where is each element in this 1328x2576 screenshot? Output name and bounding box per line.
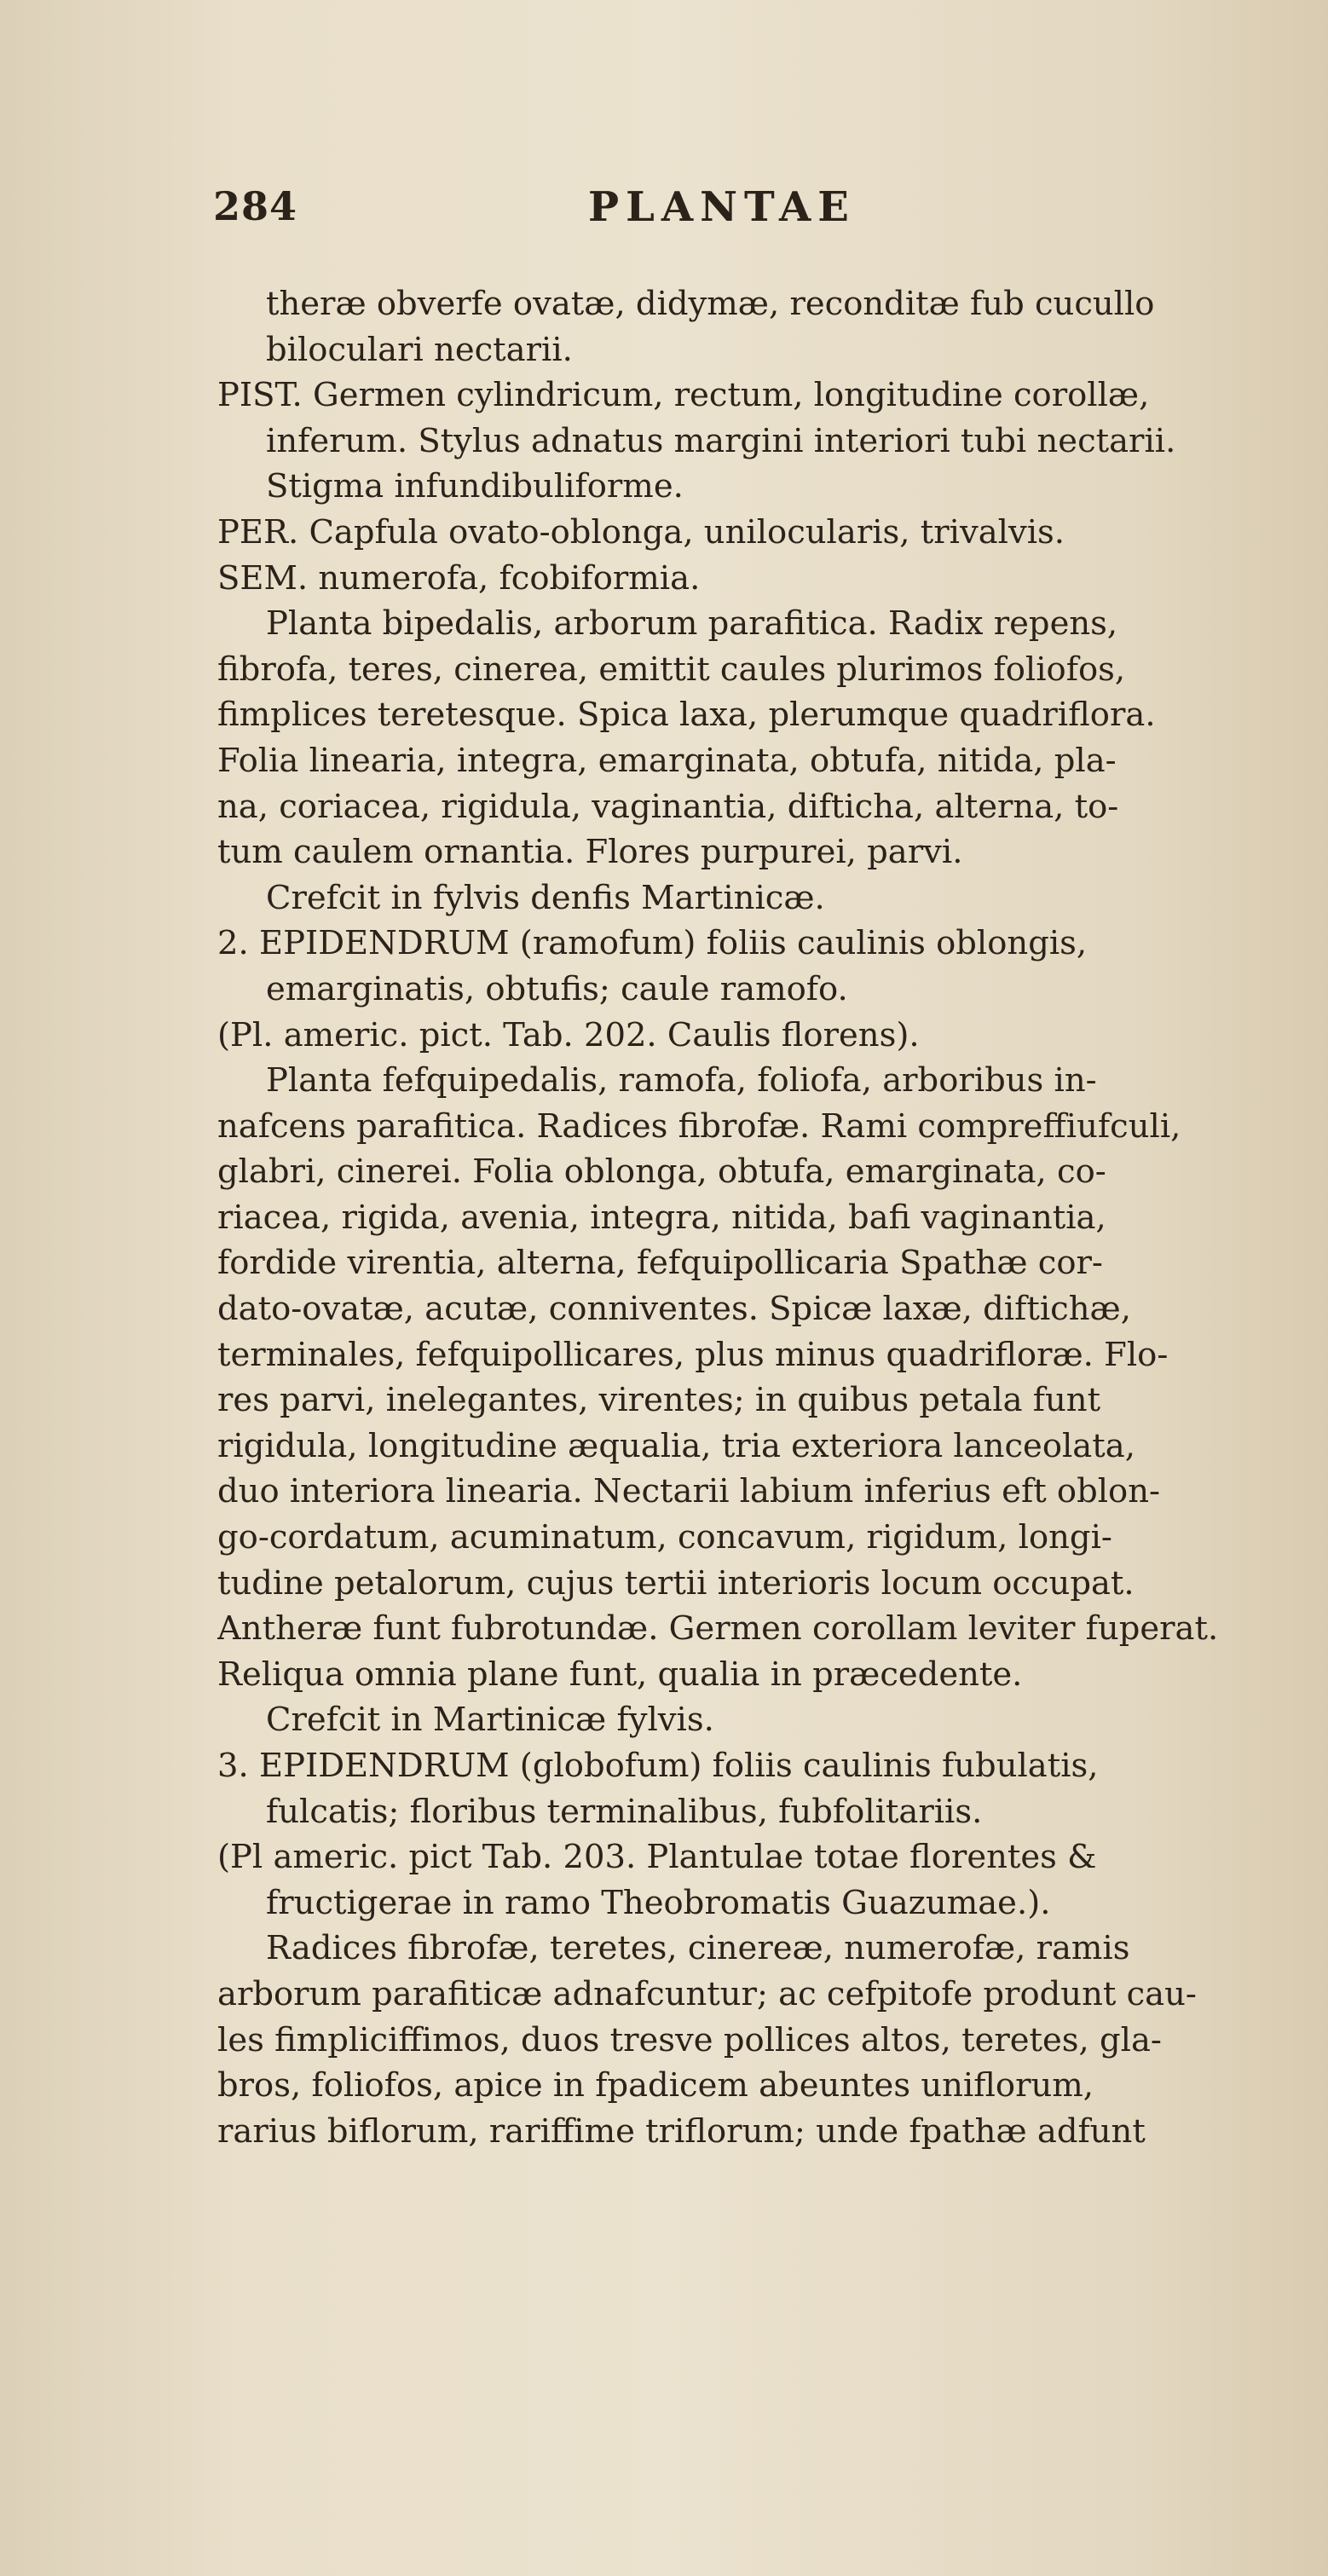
text-line: na, coriacea, rigidula, vaginantia, difticha, alterna, to- [217, 787, 1119, 826]
text-line: PER. Capfula ovato-oblonga, unilocularis, trivalvis. [217, 512, 1065, 552]
text-line: nafcens parafitica. Radices fibrofæ. Rami compreffiufculi, [217, 1106, 1181, 1146]
text-line: fructigerae in ramo Theobromatis Guazumae.). [266, 1883, 1051, 1922]
page-header [213, 183, 1279, 251]
text-line: (Pl americ. pict Tab. 203. Plantulae totae florentes & [217, 1838, 1097, 1877]
text-line: fordide virentia, alterna, fefquipollicaria Spathæ cor- [217, 1244, 1103, 1283]
text-line: arborum parafiticæ adnafcuntur; ac cefpitofe produnt cau- [217, 1974, 1197, 2013]
text-line: tudine petalorum, cujus tertii interioris locum occupat. [217, 1563, 1135, 1603]
page-number: 284 [213, 183, 298, 229]
text-line: dato-ovatæ, acutæ, conniventes. Spicæ laxæ, diftichæ, [217, 1290, 1131, 1329]
text-line: Antheræ funt fubrotundæ. Germen corollam leviter fuperat. [217, 1609, 1219, 1649]
body-text [217, 281, 1317, 2154]
text-line: les fimpliciffimos, duos tresve pollices altos, teretes, gla- [217, 2020, 1162, 2059]
text-line: Crefcit in Martinicæ fylvis. [266, 1701, 714, 1740]
text-line: biloculari nectarii. [266, 330, 573, 369]
text-line: duo interiora linearia. Nectarii labium inferius eft oblon- [217, 1472, 1161, 1511]
text-line: go-cordatum, acuminatum, concavum, rigidum, longi- [217, 1518, 1112, 1557]
text-line: riacea, rigida, avenia, integra, nitida, bafi vaginantia, [217, 1198, 1106, 1237]
text-line: PIST. Germen cylindricum, rectum, longitudine corollæ, [217, 376, 1150, 415]
text-line: Planta bipedalis, arborum parafitica. Radix repens, [266, 604, 1118, 644]
text-line: 3. EPIDENDRUM (globofum) foliis caulinis fubulatis, [217, 1747, 1099, 1785]
text-line: 2. EPIDENDRUM (ramofum) foliis caulinis oblongis, [217, 924, 1088, 963]
text-line: bros, foliofos, apice in fpadicem abeuntes uniflorum, [217, 2066, 1094, 2105]
text-line: Radices fibrofæ, teretes, cinereæ, numerofæ, ramis [266, 1929, 1130, 1968]
text-line: Reliqua omnia plane funt, qualia in præcedente. [217, 1655, 1023, 1694]
text-line: rigidula, longitudine æqualia, tria exteriora lanceolata, [217, 1426, 1135, 1465]
text-line: theræ obverfe ovatæ, didymæ, reconditæ fub cucullo [266, 285, 1155, 323]
text-line: Stigma infundibuliforme. [266, 467, 684, 506]
text-line: res parvi, inelegantes, virentes; in quibus petala funt [217, 1381, 1101, 1420]
text-line: terminales, fefquipollicares, plus minus quadrifloræ. Flo- [217, 1335, 1169, 1374]
text-line: rarius biflorum, rariffime triflorum; unde fpathæ adfunt [217, 2111, 1146, 2151]
text-line: SEM. numerofa, fcobiformia. [217, 558, 701, 598]
text-line: Folia linearia, integra, emarginata, obtufa, nitida, pla- [217, 741, 1117, 780]
text-line: fulcatis; floribus terminalibus, fubfolitariis. [266, 1792, 983, 1831]
text-line: inferum. Stylus adnatus margini interiori tubi nectarii. [266, 421, 1176, 460]
text-line: emarginatis, obtufis; caule ramofo. [266, 969, 848, 1008]
text-line: glabri, cinerei. Folia oblonga, obtufa, emarginata, co- [217, 1152, 1106, 1192]
text-line: (Pl. americ. pict. Tab. 202. Caulis florens). [217, 1015, 920, 1054]
text-line: Planta fefquipedalis, ramofa, foliofa, arboribus in- [266, 1061, 1097, 1100]
text-line: fimplices teretesque. Spica laxa, plerumque quadriflora. [217, 696, 1156, 735]
text-line: Crefcit in fylvis denfis Martinicæ. [266, 878, 825, 917]
text-line: tum caulem ornantia. Flores purpurei, parvi. [217, 833, 963, 872]
running-title: PLANTAE [588, 183, 856, 231]
text-line: fibrofa, teres, cinerea, emittit caules plurimos foliofos, [217, 650, 1126, 689]
